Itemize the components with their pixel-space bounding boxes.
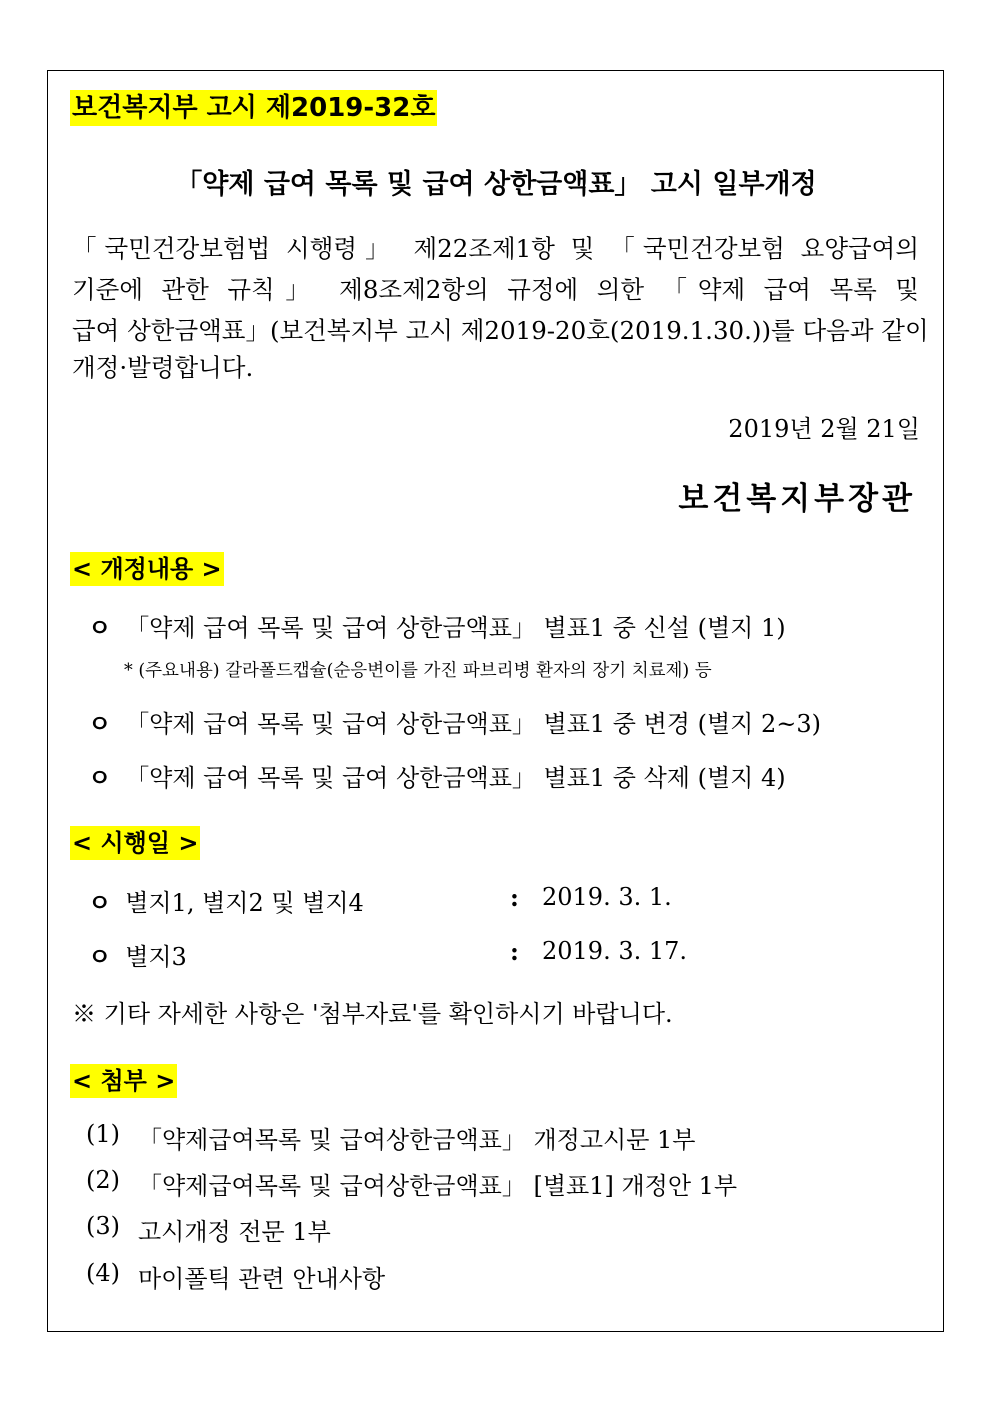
bullet-icon: ㅇ <box>88 942 112 971</box>
amendment-text: 「약제 급여 목록 및 급여 상한금액표」 별표1 중 신설 (별지 1) <box>125 614 786 642</box>
effective-label: 별지3 <box>125 943 187 971</box>
effective-colon: : <box>510 937 519 966</box>
attachment-number: (2) <box>86 1166 120 1194</box>
amendment-sub-note: * (주요내용) 갈라폴드캡슐(순응변이를 가진 파브리병 환자의 장기 치료제) 등 <box>124 661 712 681</box>
minister-signature: 보건복지부장관 <box>678 481 916 517</box>
effective-date: 2019. 3. 17. <box>542 937 688 965</box>
attachment-item: 「약제급여목록 및 급여상한금액표」 개정고시문 1부 <box>138 1126 696 1154</box>
intro-line: 「국민건강보험법 시행령」 제22조제1항 및 「국민건강보험 요양급여의 <box>72 234 919 263</box>
attachments-heading: < 첨부 > <box>70 1064 177 1098</box>
amendment-item <box>88 608 919 643</box>
amendments-heading: < 개정내용 > <box>70 552 224 586</box>
attachment-number: (3) <box>86 1212 120 1240</box>
bullet-icon: ㅇ <box>88 709 112 738</box>
amendment-text: 「약제 급여 목록 및 급여 상한금액표」 별표1 중 삭제 (별지 4) <box>125 764 786 792</box>
amendment-item <box>88 704 919 739</box>
intro-line: 개정·발령합니다. <box>72 353 254 382</box>
effective-row-label <box>88 883 364 918</box>
intro-line: 기준에 관한 규칙」 제8조제2항의 규정에 의한 「약제 급여 목록 및 <box>72 275 919 304</box>
attachment-number: (1) <box>86 1120 120 1148</box>
reference-note: ※ 기타 자세한 사항은 '첨부자료'를 확인하시기 바랍니다. <box>72 1000 673 1028</box>
effective-row-label <box>88 937 187 972</box>
amendment-text: 「약제 급여 목록 및 급여 상한금액표」 별표1 중 변경 (별지 2~3) <box>125 710 821 738</box>
effective-date: 2019. 3. 1. <box>542 883 672 911</box>
attachment-item: 마이폴틱 관련 안내사항 <box>138 1265 386 1293</box>
bullet-icon: ㅇ <box>88 613 112 642</box>
bullet-icon: ㅇ <box>88 888 112 917</box>
attachment-number: (4) <box>86 1259 120 1287</box>
attachment-item: 고시개정 전문 1부 <box>138 1218 331 1246</box>
effective-date-heading: < 시행일 > <box>70 826 200 860</box>
intro-line: 급여 상한금액표」(보건복지부 고시 제2019-20호(2019.1.30.))를 다음과 같이 <box>72 316 929 345</box>
notice-date: 2019년 2월 21일 <box>728 415 920 443</box>
document-title: 「약제 급여 목록 및 급여 상한금액표」 고시 일부개정 <box>175 169 817 200</box>
bullet-icon: ㅇ <box>88 763 112 792</box>
notice-number: 보건복지부 고시 제2019-32호 <box>70 90 437 126</box>
effective-label: 별지1, 별지2 및 별지4 <box>125 889 364 917</box>
attachment-item: 「약제급여목록 및 급여상한금액표」 [별표1] 개정안 1부 <box>138 1172 738 1200</box>
effective-colon: : <box>510 883 519 912</box>
amendment-item <box>88 758 919 793</box>
